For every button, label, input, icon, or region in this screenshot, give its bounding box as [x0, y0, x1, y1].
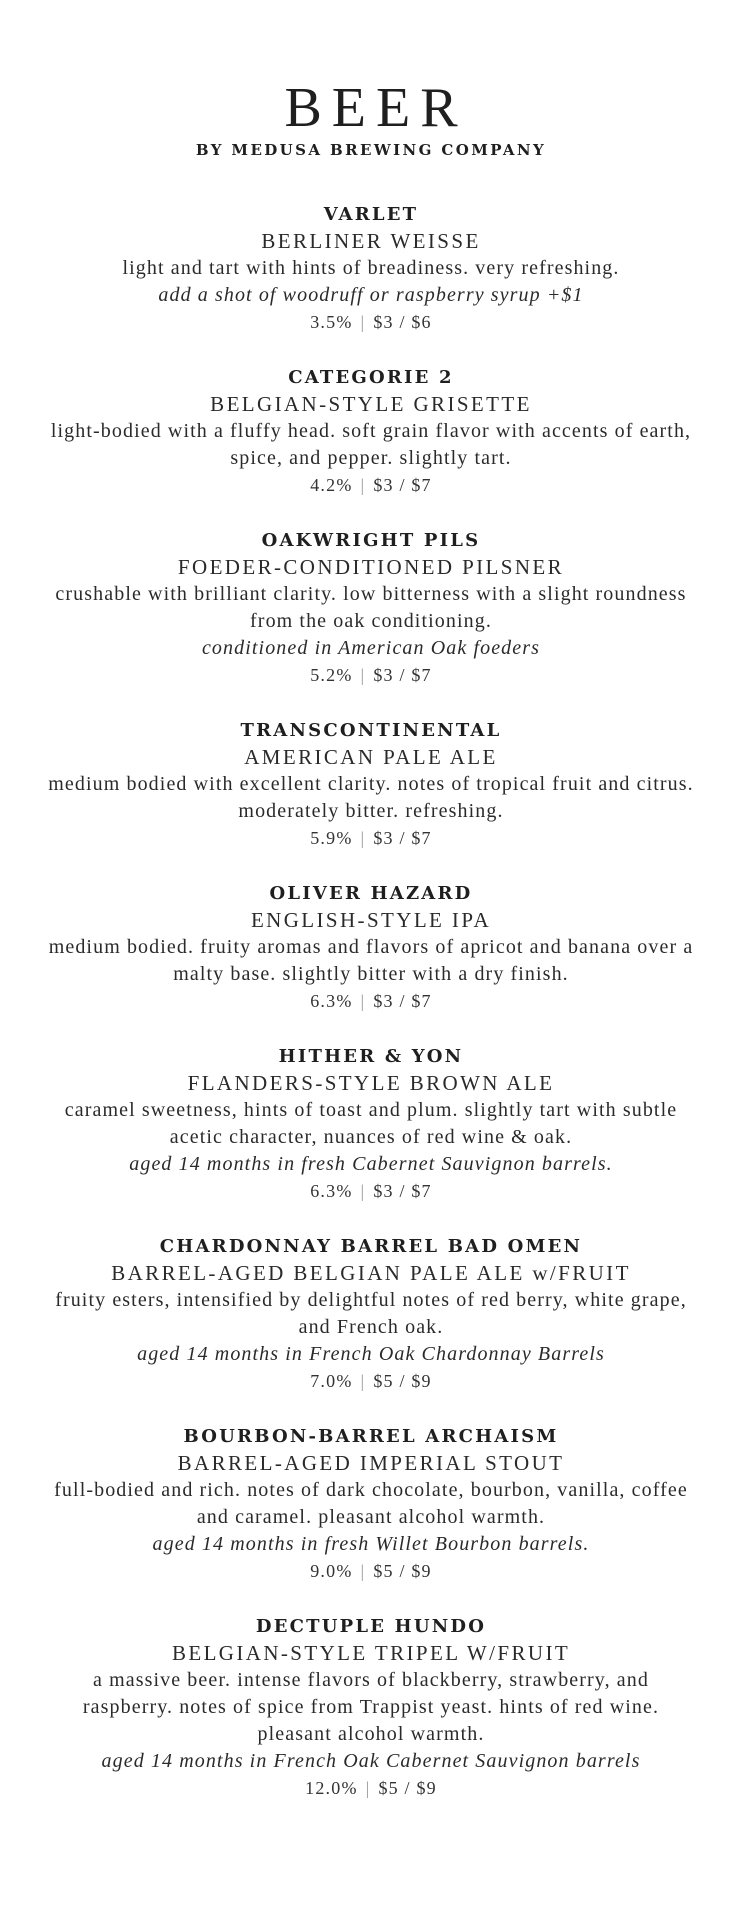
- beer-item: [41, 202, 701, 335]
- beer-price-line: [41, 1775, 701, 1801]
- beer-abv: 7.0%: [310, 1371, 353, 1391]
- beer-abv: 5.9%: [310, 828, 353, 848]
- separator: |: [360, 665, 366, 685]
- separator: |: [360, 828, 366, 848]
- beer-name: OLIVER HAZARD: [269, 883, 473, 904]
- beer-note: aged 14 months in fresh Cabernet Sauvignon barrels.: [129, 1153, 613, 1175]
- beer-description: light and tart with hints of breadiness. very refreshing.: [122, 257, 620, 279]
- beer-abv: 6.3%: [310, 1181, 353, 1201]
- beer-description: crushable with brilliant clarity. low bitterness with a slight roundness from the oak conditioning.: [55, 583, 687, 632]
- beer-price: $3 / $6: [373, 312, 432, 332]
- beer-description: medium bodied. fruity aromas and flavors of apricot and banana over a malty base. slightly bitter with a dry finish.: [48, 936, 694, 985]
- beer-item: [41, 1424, 701, 1584]
- beer-note: conditioned in American Oak foeders: [201, 637, 541, 659]
- separator: |: [360, 312, 366, 332]
- beer-price: $5 / $9: [378, 1778, 437, 1798]
- beer-price-line: [41, 1558, 701, 1584]
- beer-item: [41, 1234, 701, 1394]
- menu-title: BEER: [284, 77, 468, 139]
- beer-abv: 9.0%: [310, 1561, 353, 1581]
- beer-price: $3 / $7: [373, 828, 432, 848]
- beer-name: DECTUPLE HUNDO: [255, 1616, 487, 1637]
- menu-subtitle: BY MEDUSA BREWING COMPANY: [195, 141, 547, 159]
- beer-item: [41, 718, 701, 851]
- separator: |: [360, 475, 366, 495]
- beer-price-line: [41, 1178, 701, 1204]
- beer-price-line: [41, 662, 701, 688]
- beer-price-line: [41, 472, 701, 498]
- beer-name: CHARDONNAY BARREL BAD OMEN: [159, 1236, 583, 1257]
- beer-abv: 5.2%: [310, 665, 353, 685]
- beer-note: aged 14 months in fresh Willet Bourbon barrels.: [152, 1533, 590, 1555]
- beer-price: $3 / $7: [373, 1181, 432, 1201]
- beer-style: AMERICAN PALE ALE: [244, 745, 498, 769]
- beer-item: [41, 1044, 701, 1204]
- beer-name: BOURBON-BARREL ARCHAISM: [183, 1426, 559, 1447]
- separator: |: [360, 991, 366, 1011]
- beer-item: [41, 881, 701, 1014]
- beer-description: light-bodied with a fluffy head. soft grain flavor with accents of earth, spice, and pepper. slightly tart.: [50, 420, 692, 469]
- beer-note: aged 14 months in French Oak Chardonnay Barrels: [137, 1343, 605, 1365]
- beer-abv: 3.5%: [310, 312, 353, 332]
- beer-note: aged 14 months in French Oak Cabernet Sauvignon barrels: [101, 1750, 641, 1772]
- beer-item: [41, 528, 701, 688]
- beer-style: BARREL-AGED IMPERIAL STOUT: [177, 1451, 565, 1475]
- beer-style: BELGIAN-STYLE GRISETTE: [210, 392, 532, 416]
- beer-price: $5 / $9: [373, 1561, 432, 1581]
- separator: |: [360, 1181, 366, 1201]
- beer-description: full-bodied and rich. notes of dark chocolate, bourbon, vanilla, coffee and caramel. pleasant alcohol warmth.: [54, 1479, 688, 1528]
- separator: |: [360, 1561, 366, 1581]
- beer-item: [41, 1614, 701, 1801]
- beer-description: medium bodied with excellent clarity. notes of tropical fruit and citrus. moderately bitter. refreshing.: [48, 773, 694, 822]
- beer-style: FLANDERS-STYLE BROWN ALE: [187, 1071, 555, 1095]
- separator: |: [365, 1778, 371, 1798]
- beer-name: HITHER & YON: [278, 1046, 464, 1067]
- beer-item: [41, 365, 701, 498]
- beer-price: $5 / $9: [373, 1371, 432, 1391]
- beer-list: [0, 202, 742, 1801]
- beer-style: BARREL-AGED BELGIAN PALE ALE w/FRUIT: [111, 1261, 631, 1285]
- beer-name: OAKWRIGHT PILS: [261, 530, 481, 551]
- beer-style: BELGIAN-STYLE TRIPEL W/FRUIT: [171, 1641, 571, 1665]
- beer-style: ENGLISH-STYLE IPA: [250, 908, 492, 932]
- beer-price: $3 / $7: [373, 665, 432, 685]
- beer-name: CATEGORIE 2: [288, 367, 454, 388]
- beer-description: fruity esters, intensified by delightful notes of red berry, white grape, and French oak.: [55, 1289, 687, 1338]
- beer-abv: 12.0%: [305, 1778, 358, 1798]
- beer-name: VARLET: [323, 204, 419, 225]
- beer-price-line: [41, 825, 701, 851]
- beer-price-line: [41, 988, 701, 1014]
- beer-price: $3 / $7: [373, 475, 432, 495]
- beer-style: FOEDER-CONDITIONED PILSNER: [177, 555, 565, 579]
- beer-name: TRANSCONTINENTAL: [240, 720, 502, 741]
- beer-abv: 6.3%: [310, 991, 353, 1011]
- beer-abv: 4.2%: [310, 475, 353, 495]
- separator: |: [360, 1371, 366, 1391]
- beer-price-line: [41, 1368, 701, 1394]
- beer-price-line: [41, 309, 701, 335]
- beer-description: caramel sweetness, hints of toast and plum. slightly tart with subtle acetic character, nuances of red wine & oak.: [64, 1099, 678, 1148]
- beer-style: BERLINER WEISSE: [261, 229, 481, 253]
- beer-description: a massive beer. intense flavors of blackberry, strawberry, and raspberry. notes of spice from Trappist yeast. hints of red wine. pleasant alcohol warmth.: [82, 1669, 660, 1745]
- beer-note: add a shot of woodruff or raspberry syrup +$1: [158, 284, 584, 306]
- beer-price: $3 / $7: [373, 991, 432, 1011]
